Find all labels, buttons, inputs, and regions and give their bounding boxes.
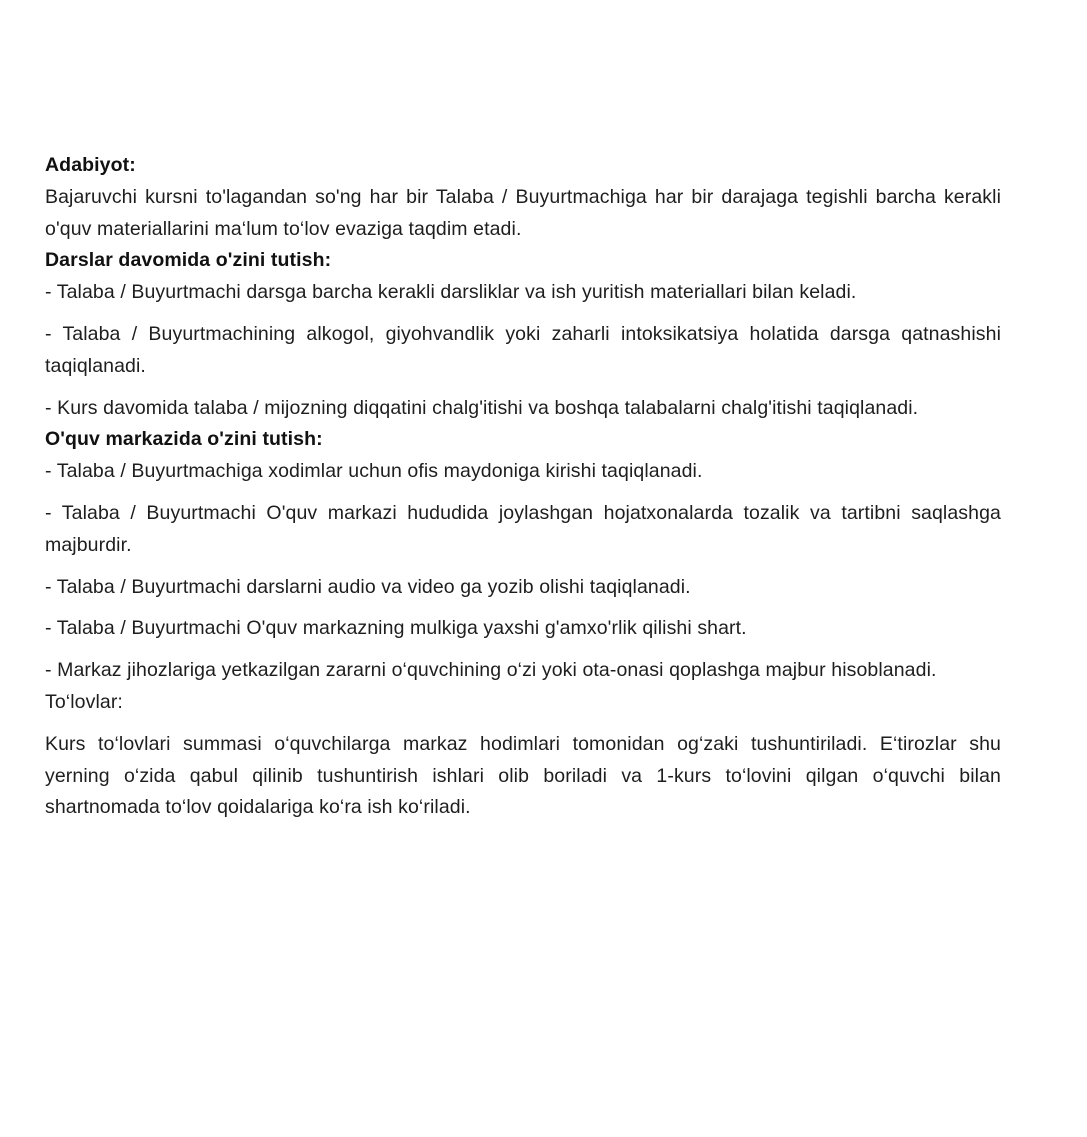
section-heading-oquv-markazida: O'quv markazida o'zini tutish:: [45, 428, 323, 451]
bullet-item: - Talaba / Buyurtmachi darsga barcha kerakli darsliklar va ish yuritish materiallari bilan keladi.: [45, 281, 857, 304]
section-heading-adabiyot: Adabiyot:: [45, 154, 136, 176]
bullet-item: - Talaba / Buyurtmachi darslarni audio va video ga yozib olishi taqiqlanadi.: [45, 575, 691, 598]
bullet-item: - Talaba / Buyurtmachiga xodimlar uchun ofis maydoniga kirishi taqiqlanadi.: [45, 460, 703, 483]
paragraph-adabiyot-body: Bajaruvchi kursni to'lagandan so'ng har bir Talaba / Buyurtmachiga har bir darajaga tegishli barcha kerakli o'quv materiallarini ma‘lum to‘lov evaziga taqdim etadi.: [45, 185, 1001, 240]
bullet-item: - Markaz jihozlariga yetkazilgan zararni o‘quvchining o‘zi yoki ota-onasi qoplashga majbur hisoblanadi.: [45, 659, 937, 682]
contract-document-page: [45, 150, 1001, 824]
bullet-item: - Talaba / Buyurtmachi O'quv markazi hududida joylashgan hojatxonalarda tozalik va tartibni saqlashga majburdir.: [45, 501, 1001, 556]
section-heading-darslar-davomida: Darslar davomida o'zini tutish:: [45, 249, 332, 272]
section-heading-tolovlar: To‘lovlar:: [45, 690, 123, 713]
bullet-item: - Kurs davomida talaba / mijozning diqqatini chalg'itishi va boshqa talabalarni chalg'itishi taqiqlanadi.: [45, 396, 919, 419]
paragraph-tolovlar-body: Kurs to‘lovlari summasi o‘quvchilarga markaz hodimlari tomonidan og‘zaki tushuntiriladi. E‘tirozlar shu yerning o‘zida qabul qilinib tushuntirish ishlari olib boriladi va 1-kurs to‘lovini qilgan o‘quvchi bilan shartnomada to‘lov qoidalariga ko‘ra ish ko‘riladi.: [45, 732, 1001, 819]
bullet-item: - Talaba / Buyurtmachining alkogol, giyohvandlik yoki zaharli intoksikatsiya holatida darsga qatnashishi taqiqlanadi.: [45, 322, 1001, 377]
bullet-item: - Talaba / Buyurtmachi O'quv markazning mulkiga yaxshi g'amxo'rlik qilishi shart.: [45, 617, 747, 640]
